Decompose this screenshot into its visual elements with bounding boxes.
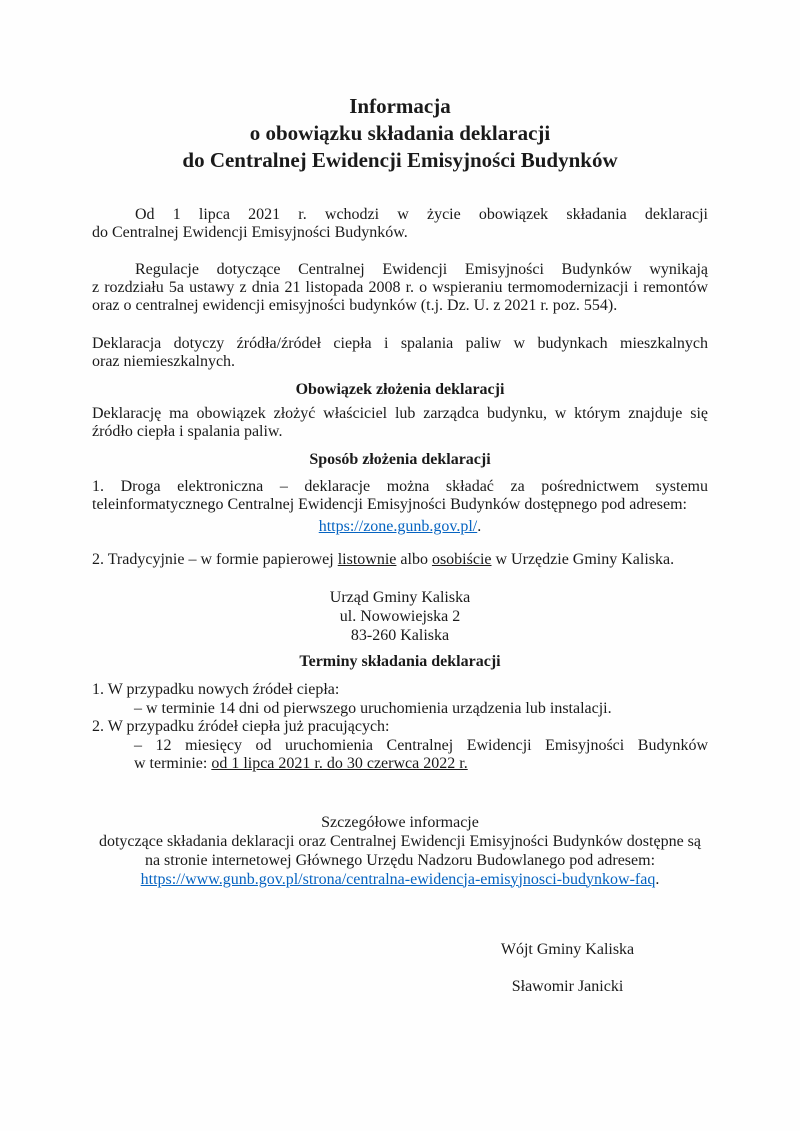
title-line-2: o obowiązku składania deklaracji xyxy=(249,121,551,145)
terminy-deadline-prefix: w terminie: xyxy=(134,755,212,772)
additional-info-block xyxy=(92,813,708,889)
info-line-1: Szczegółowe informacje xyxy=(321,813,479,831)
terminy-item-1: 1. W przypadku nowych źródeł ciepła: xyxy=(92,681,340,698)
info-line-2: dotyczące składania deklaracji oraz Centralnej Ewidencji Emisyjności Budynków dostępne są xyxy=(98,832,702,850)
title-line-3: do Centralnej Ewidencji Emisyjności Budynków xyxy=(182,148,618,172)
info-line-3: na stronie internetowej Głównego Urzędu Nadzoru Budowlanego pod adresem: xyxy=(144,851,656,869)
paragraph-line: Deklaracja dotyczy źródła/źródeł ciepła i spalania paliw w budynkach mieszkalnych xyxy=(92,335,708,352)
paragraph-line: oraz niemieszkalnych. xyxy=(92,353,236,370)
item2-text: albo xyxy=(396,551,432,568)
list-item-tradycyjnie xyxy=(92,551,708,569)
address-office-name: Urząd Gminy Kaliska xyxy=(329,589,471,606)
paragraph-obowiazek xyxy=(92,405,708,441)
signature-block xyxy=(460,941,675,996)
terminy-item-2-sub-line2 xyxy=(134,755,708,774)
item2-underlined-osobiscie: osobiście xyxy=(431,551,492,568)
terminy-item-2-sub-line1: – 12 miesięcy od uruchomienia Centralnej Ewidencji Emisyjności Budynków xyxy=(134,736,708,754)
paragraph-line: Regulacje dotyczące Centralnej Ewidencji Emisyjności Budynków wynikają xyxy=(135,261,708,278)
zone-gunb-link[interactable]: https://zone.gunb.gov.pl/ xyxy=(318,518,478,535)
terminy-item-1-sub: – w terminie 14 dni od pierwszego uruchomienia urządzenia lub instalacji. xyxy=(134,699,612,717)
paragraph-line: teleinformatycznego Centralnej Ewidencji Emisyjności Budynków dostępnego pod adresem: xyxy=(92,496,687,513)
signature-role: Wójt Gminy Kaliska xyxy=(500,940,635,958)
signature-name: Sławomir Janicki xyxy=(511,977,624,995)
heading-terminy-skladania: Terminy składania deklaracji xyxy=(299,653,501,670)
paragraph-line: do Centralnej Ewidencji Emisyjności Budynków. xyxy=(92,224,408,241)
paragraph-line: Od 1 lipca 2021 r. wchodzi w życie obowiązek składania deklaracji xyxy=(135,206,708,223)
address-postal-city: 83-260 Kaliska xyxy=(350,627,450,644)
paragraph-line: Deklarację ma obowiązek złożyć właściciel lub zarządca budynku, w którym znajduje się xyxy=(92,405,708,422)
item2-underlined-listownie: listownie xyxy=(337,551,397,568)
link-line-zone xyxy=(92,518,708,536)
heading-sposob-zlozenia: Sposób złożenia deklaracji xyxy=(309,451,491,468)
item2-text: w Urzędzie Gminy Kaliska. xyxy=(491,551,675,568)
paragraph-line: źródło ciepła i spalania paliw. xyxy=(92,423,283,440)
link-suffix-period: . xyxy=(655,870,660,888)
paragraph-line: z rozdziału 5a ustawy z dnia 21 listopada 2008 r. o wspieraniu termomodernizacji i remontów oraz o centralnej ewidencji emisyjności budynków (t.j. Dz. U. z 2021 r. poz. 554). xyxy=(92,279,708,314)
document-title xyxy=(92,93,708,174)
paragraph-line: 1. Droga elektroniczna – deklaracje można składać za pośrednictwem systemu xyxy=(92,478,708,495)
gunb-faq-link[interactable]: https://www.gunb.gov.pl/strona/centralna-ewidencja-emisyjnosci-budynkow-faq xyxy=(140,870,656,888)
title-line-1: Informacja xyxy=(349,94,451,118)
paragraph-intro-3 xyxy=(92,335,708,371)
list-item-droga-elektroniczna xyxy=(92,478,708,514)
info-link-line xyxy=(92,870,708,889)
link-suffix-period: . xyxy=(477,518,482,535)
terminy-item-2: 2. W przypadku źródeł ciepła już pracujących: xyxy=(92,718,390,735)
paragraph-intro-2 xyxy=(92,261,708,315)
address-street: ul. Nowowiejska 2 xyxy=(339,608,461,625)
heading-obowiazek-zlozenia: Obowiązek złożenia deklaracji xyxy=(295,381,505,398)
item2-text: 2. Tradycyjnie – w formie papierowej xyxy=(92,551,338,568)
paragraph-intro-1 xyxy=(92,206,708,242)
terminy-deadline-dates-underlined: od 1 lipca 2021 r. do 30 czerwca 2022 r. xyxy=(211,755,468,772)
office-address-block xyxy=(92,588,708,645)
terminy-list xyxy=(92,681,708,774)
